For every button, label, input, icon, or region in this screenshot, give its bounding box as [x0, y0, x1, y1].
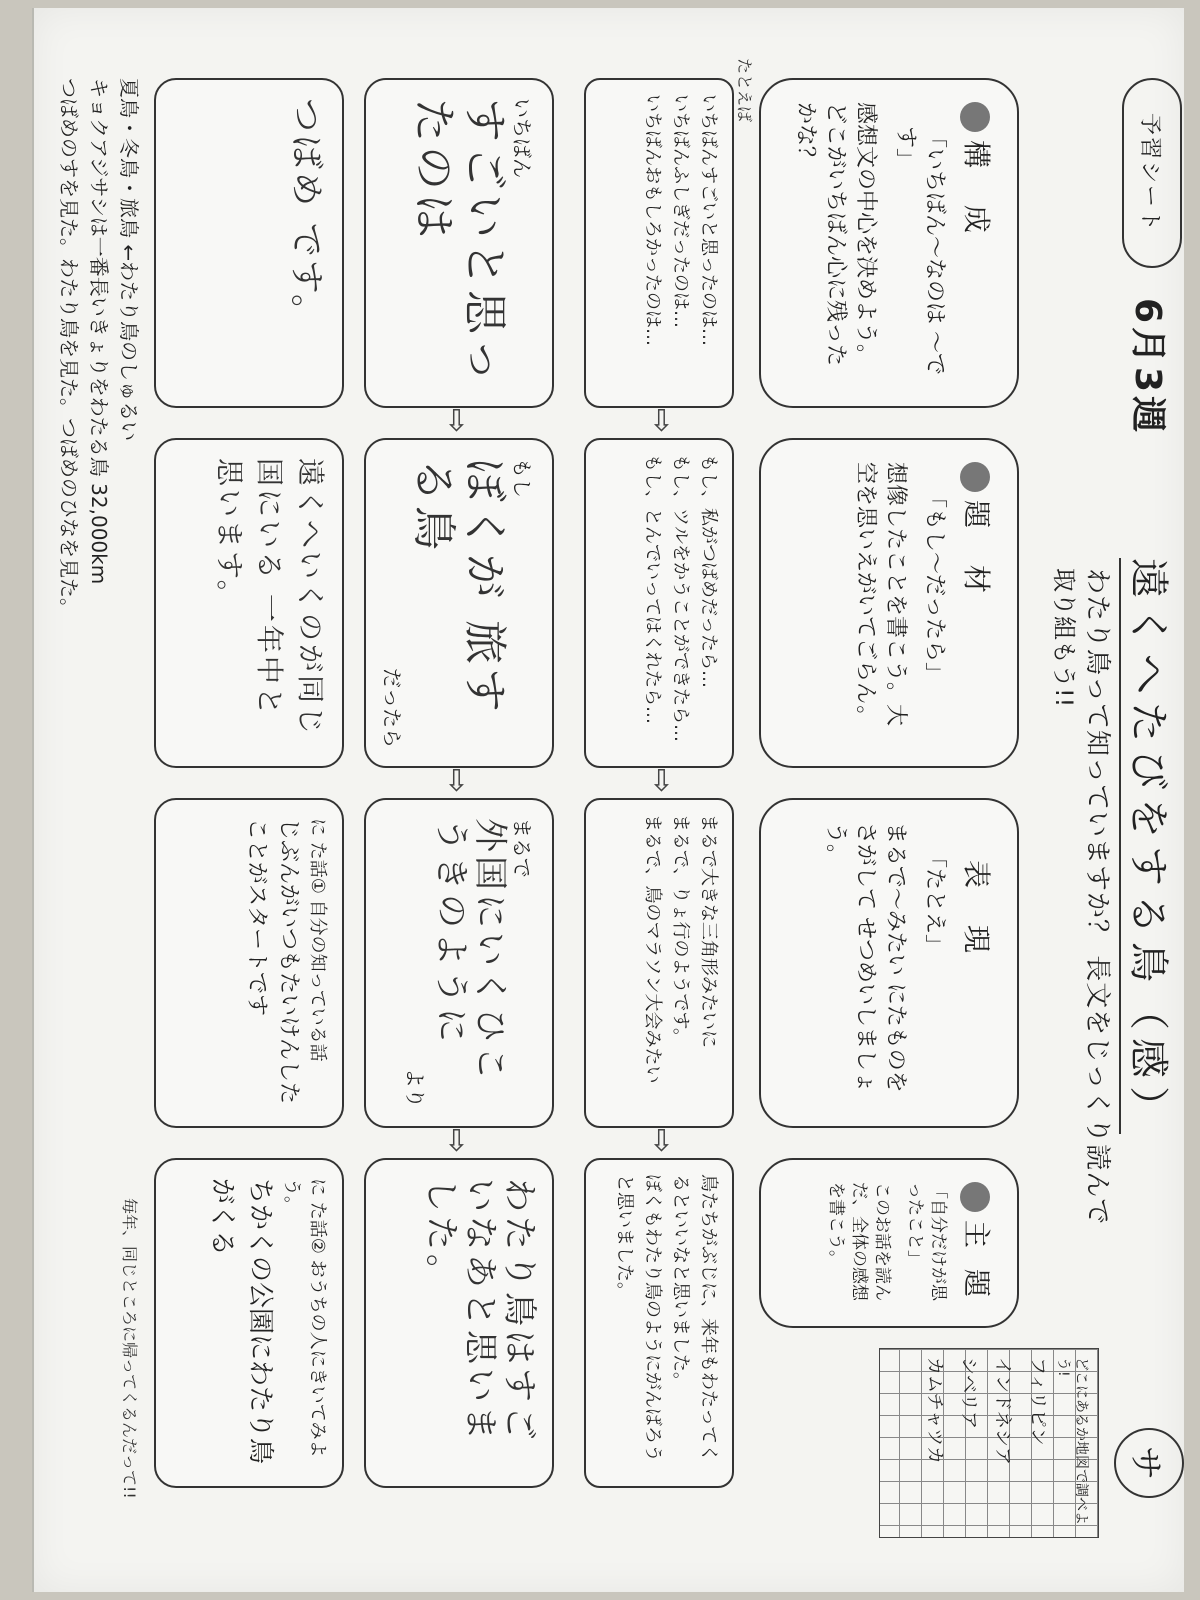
bottom-handwritten: ちかくの公園にわたり鳥がくる — [207, 1178, 275, 1465]
arrow-up-icon — [960, 102, 990, 132]
card-body: 感想文の中心を決めよう。どこがいちばん心に残ったかな？ — [793, 102, 878, 367]
answer-handwritten: ぼくが 旅する鳥 — [408, 458, 510, 716]
example-line: もし、とんでいってはくれたら… — [642, 454, 664, 724]
answer-suffix: より — [402, 1068, 427, 1108]
card-sub: 「自分だけが思ったこと」 — [905, 1182, 949, 1301]
page-title: 遠くへたびをする鳥（感） — [1119, 558, 1180, 1134]
answer-prefix: いちばん — [510, 98, 534, 178]
example-line: もし、ツルをかうことができたら… — [670, 454, 692, 742]
answer-prefix: まるで — [510, 818, 534, 878]
card-body: まるで〜みたい にたものをさがして せつめいしましょう。 — [823, 822, 908, 1093]
bottom-daizai — [154, 438, 344, 768]
card-hyougen — [759, 798, 1019, 1128]
card-sub: 「たとえ」 — [922, 846, 948, 957]
side-note-tatoeba: たとえば — [735, 58, 754, 123]
subtitle-line2: 取り組もう!! — [1050, 568, 1078, 708]
note-line: 夏鳥・冬鳥・旅鳥 ←わたり鳥のしゅるい — [117, 78, 141, 442]
map-place: カムチャツカ — [924, 1357, 946, 1465]
arrow-right-icon: ⇨ — [439, 1128, 474, 1154]
example-line: いちばんおもしろかったのは… — [642, 94, 664, 346]
card-body: 想像したことを書こう。大空を思いえがいてごらん。 — [852, 462, 908, 728]
bottom-prompt: に た話① 自分の知っている話 — [307, 818, 328, 1062]
arrow-right-icon: ⇨ — [644, 768, 679, 794]
bottom-prompt: に た話② おうちの人にきいてみよう。 — [280, 1178, 328, 1458]
arrow-right-icon: ⇨ — [439, 768, 474, 794]
corner-circle-char: サ — [1114, 1428, 1184, 1498]
bottom-handwritten: 遠くへいくのが同じ国にいる 一年中と思います。 — [212, 458, 327, 738]
answer-kousei — [364, 78, 554, 408]
example-line: 鳥たちがぶじに、来年もわたってくるといいなと思いました。 — [670, 1174, 719, 1462]
answer-daizai — [364, 438, 554, 768]
example-line: ぼくもわたり鳥のようにがんばろうと思いました。 — [614, 1174, 664, 1462]
arrow-right-icon: ⇨ — [644, 1128, 679, 1154]
bottom-handwritten: じぶんがいつもたいけんしたことがスタートです — [244, 818, 301, 1105]
answer-suffix: だったら — [379, 668, 404, 748]
title-bar — [1044, 48, 1194, 1568]
bottom-notes — [54, 78, 144, 1178]
bottom-hyougen — [154, 798, 344, 1128]
examples-kousei — [584, 78, 734, 408]
worksheet-paper — [32, 8, 1184, 1592]
map-place: フィリピン — [1026, 1357, 1048, 1446]
subtitle: わたり鳥って知っていますか？ 長文をじっくり読んで — [1082, 568, 1112, 1226]
week-label: 6月3週 — [1127, 298, 1168, 437]
arrow-right-icon: ⇨ — [439, 408, 474, 434]
examples-shudai — [584, 1158, 734, 1488]
answer-handwritten: わたり鳥はすごいなあと思いました。 — [420, 1178, 539, 1444]
map-note — [879, 1348, 1099, 1538]
answer-handwritten: 外国にいくひこうきのように — [430, 818, 510, 1084]
card-heading: 構 成 — [960, 140, 993, 247]
bottom-handwritten: つばめ です。 — [286, 98, 326, 332]
blank-icon — [960, 822, 990, 852]
card-daizai — [759, 438, 1019, 768]
answer-shudai — [364, 1158, 554, 1488]
worksheet-rotated — [57, 48, 1194, 1568]
examples-hyougen — [584, 798, 734, 1128]
note-line: つばめのすを見た。わたり鳥を見た。つばめのひなを見た。 — [57, 78, 81, 618]
apple-icon — [960, 1182, 990, 1212]
example-line: まるで大きな三角形みたいに — [698, 814, 719, 1048]
yoshu-sheet-badge: 予習シート — [1122, 78, 1182, 268]
card-sub: 「いちばん〜なのは 〜です」 — [892, 126, 948, 375]
card-kousei — [759, 78, 1019, 408]
bubble-note-1: 毎年、同じところに帰ってくるんだって!! — [120, 1198, 139, 1499]
card-heading: 題 材 — [960, 500, 993, 607]
map-place: インドネシア — [992, 1357, 1014, 1465]
map-title: どこにあるか地図で調べよう! — [1054, 1357, 1089, 1525]
answer-handwritten: すごいと思ったのは — [408, 98, 510, 386]
card-shudai — [759, 1158, 1019, 1328]
card-heading: 主 題 — [960, 1220, 993, 1303]
note-line: キョクアジサシは一番長いきょりをわたる鳥 32,000km — [87, 78, 111, 585]
card-heading: 表 現 — [960, 860, 993, 967]
examples-daizai — [584, 438, 734, 768]
answer-prefix: もし — [510, 458, 534, 498]
example-line: いちばんふしぎだったのは… — [670, 94, 692, 328]
example-line: もし、私がつばめだったら… — [698, 454, 719, 688]
map-place: シベリア — [958, 1357, 980, 1429]
card-sub: 「もし〜だったら」 — [922, 486, 948, 685]
arrow-right-icon: ⇨ — [644, 408, 679, 434]
example-line: まるで、鳥のマラソン大会みたい — [642, 814, 664, 1084]
bottom-kousei — [154, 78, 344, 408]
leaf-icon — [960, 462, 990, 492]
answer-hyougen — [364, 798, 554, 1128]
example-line: まるで、りょ行のようです。 — [670, 814, 692, 1047]
example-line: いちばんすごいと思ったのは… — [698, 94, 719, 346]
card-body: このお話を読んだ、全体の感想を書こう。 — [826, 1182, 893, 1301]
bottom-shudai — [154, 1158, 344, 1488]
